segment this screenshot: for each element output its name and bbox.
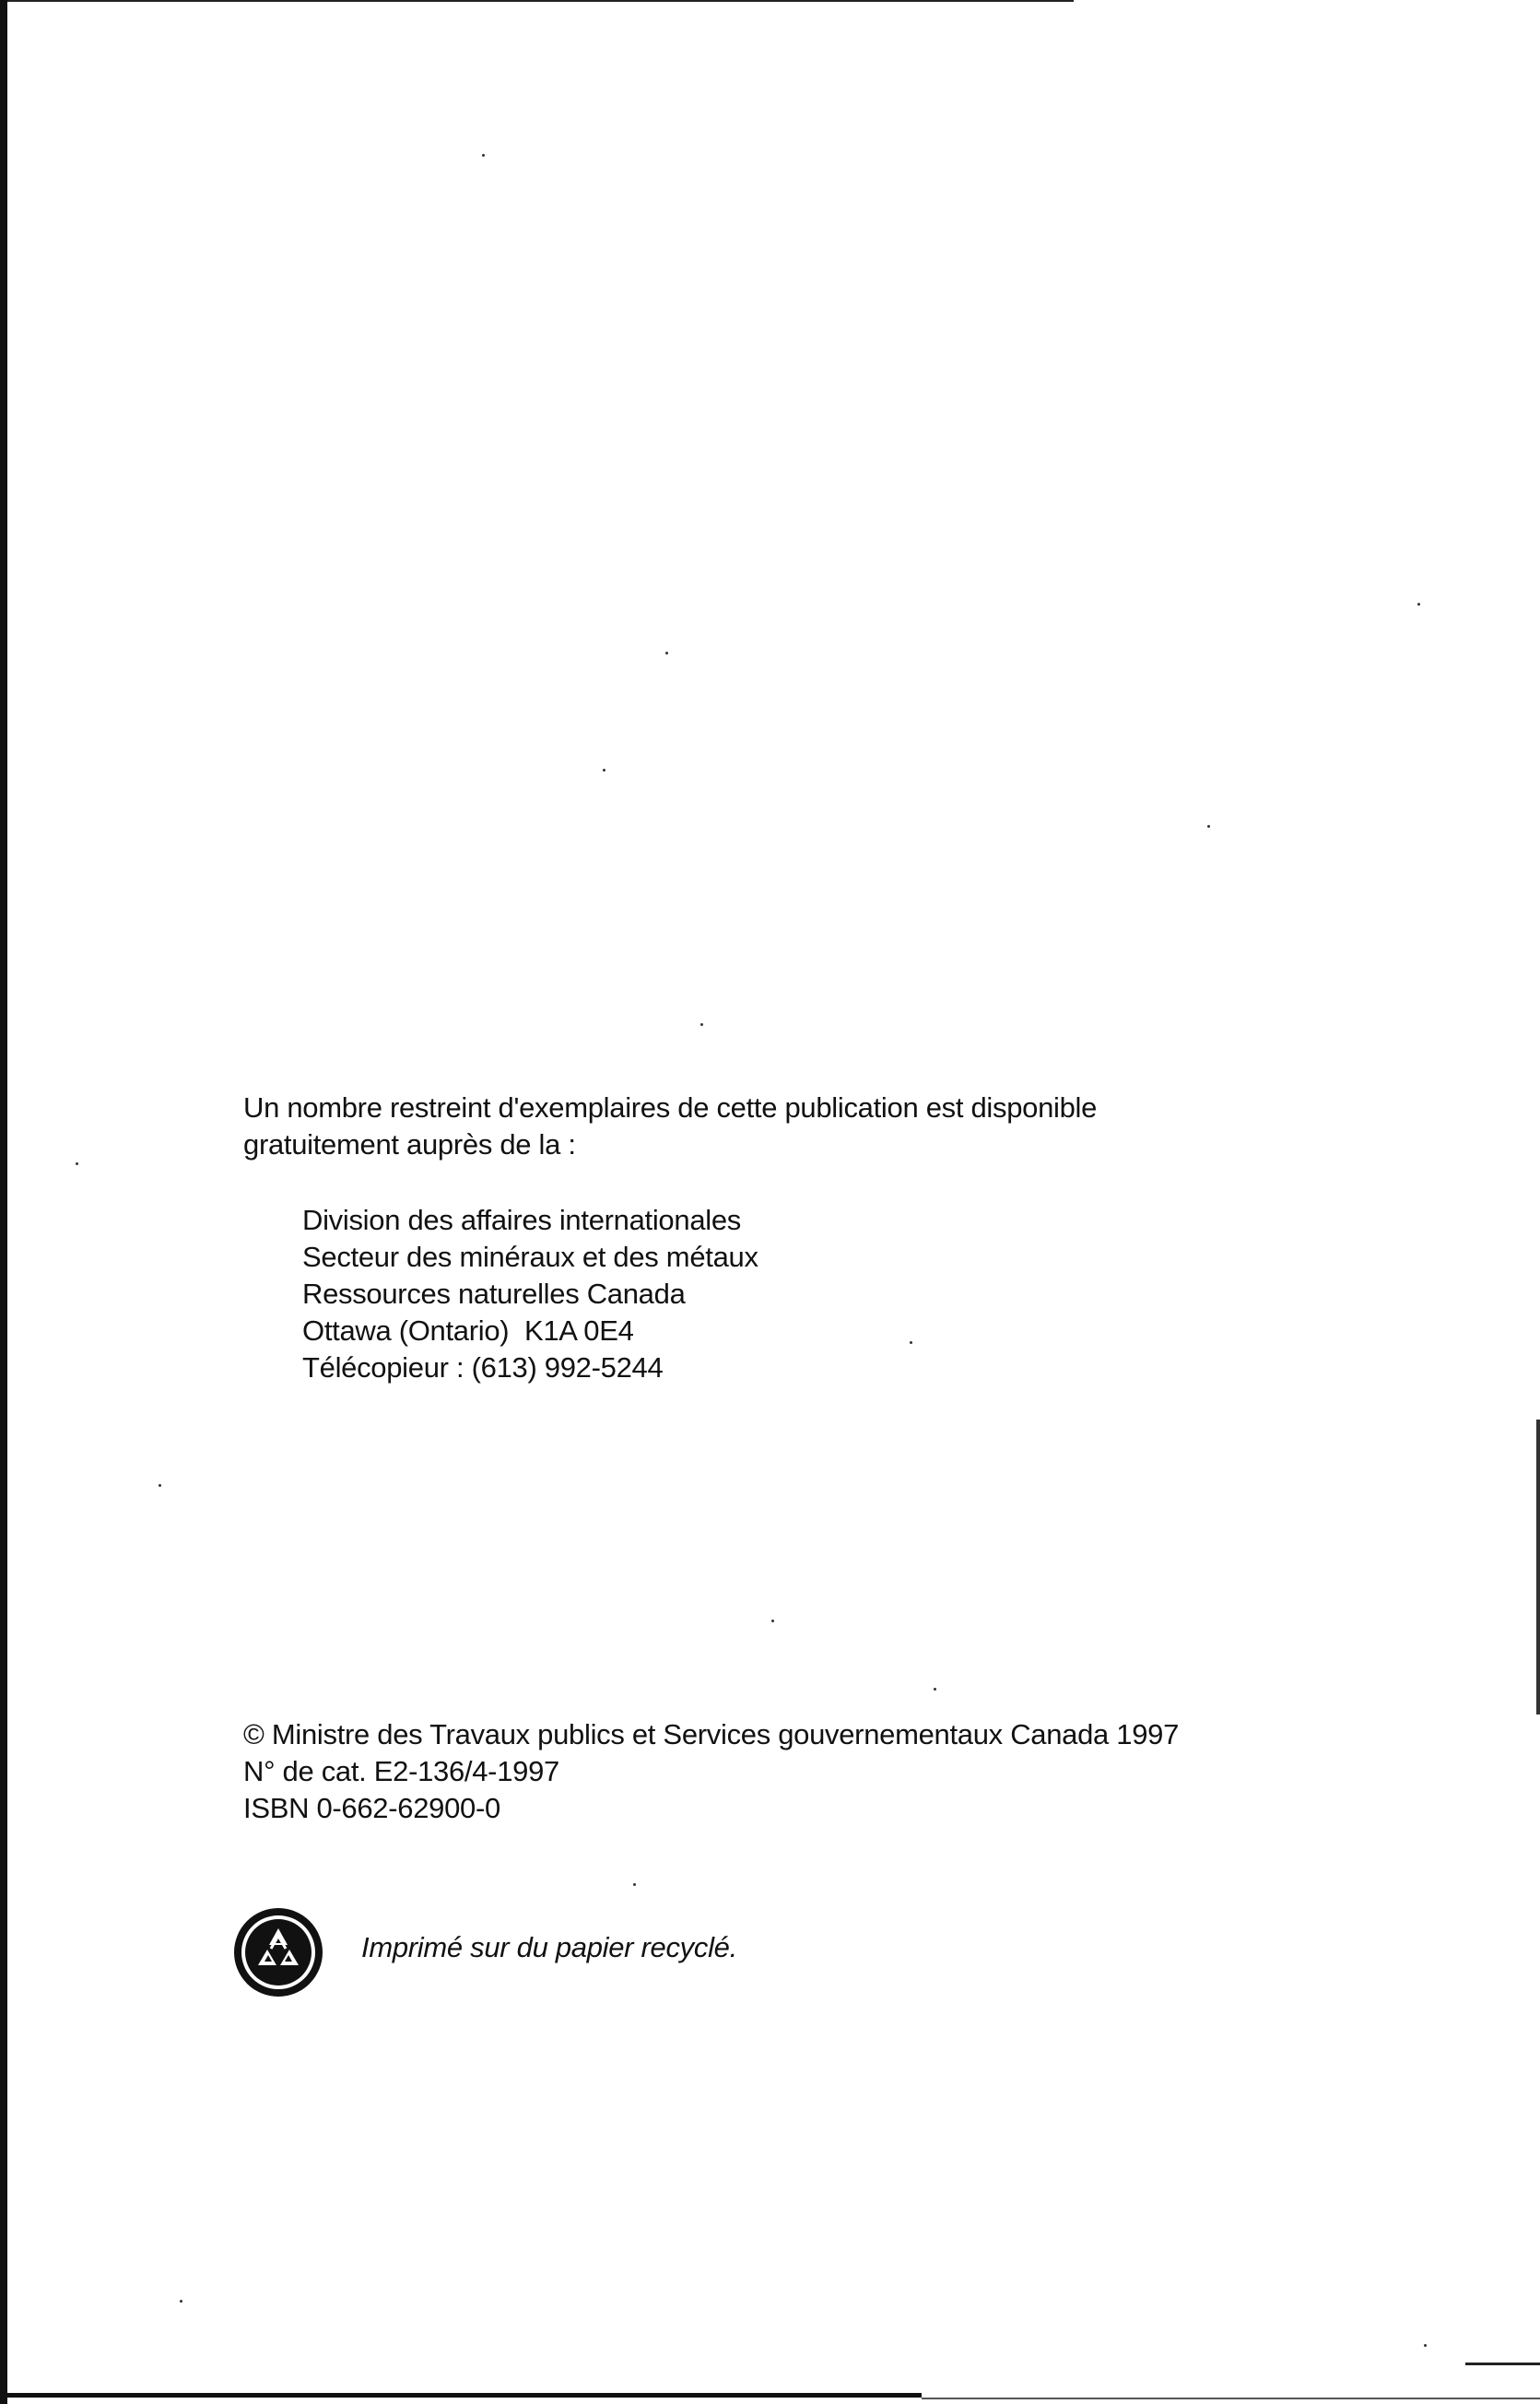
scan-edge-left [0,0,7,2404]
scan-speck [180,2300,182,2303]
scan-speck [1207,825,1210,828]
scan-speck [665,652,668,654]
scan-edge-bottom [0,2393,922,2398]
scan-speck [159,1484,161,1487]
recycled-paper-note: Imprimé sur du papier recyclé. [361,1931,737,1963]
scan-edge-right-bottom [1465,2363,1540,2365]
availability-line-2: gratuitement auprès de la : [243,1128,576,1161]
address-city: Ottawa (Ontario) K1A 0E4 [302,1314,634,1347]
recycle-icon [234,1908,323,1997]
scan-speck [910,1341,912,1344]
isbn-number: ISBN 0-662-62900-0 [243,1792,500,1824]
address-division: Division des affaires internationales [302,1204,741,1236]
scan-speck [700,1023,703,1026]
scan-edge-bottom-right [922,2398,1540,2399]
availability-line-1: Un nombre restreint d'exemplaires de cette publication est disponible [243,1091,1098,1124]
scan-speck [1424,2344,1427,2347]
scan-speck [633,1883,636,1886]
address-fax: Télécopieur : (613) 992-5244 [302,1351,664,1384]
scan-speck [76,1162,78,1165]
scan-speck [482,154,485,157]
scan-speck [934,1688,936,1691]
scan-edge-top [0,0,1074,2]
copyright-line: © Ministre des Travaux publics et Services gouvernementaux Canada 1997 [243,1718,1180,1750]
contact-address [302,1202,758,1386]
address-department: Ressources naturelles Canada [302,1278,686,1310]
scan-speck [771,1620,774,1622]
legal-notice [243,1716,1179,1827]
address-sector: Secteur des minéraux et des métaux [302,1241,758,1273]
scan-speck [1417,603,1420,606]
scan-speck [603,769,605,772]
catalogue-number: N° de cat. E2-136/4-1997 [243,1755,559,1787]
scan-edge-right [1536,1420,1540,1715]
availability-notice [243,1090,1097,1163]
